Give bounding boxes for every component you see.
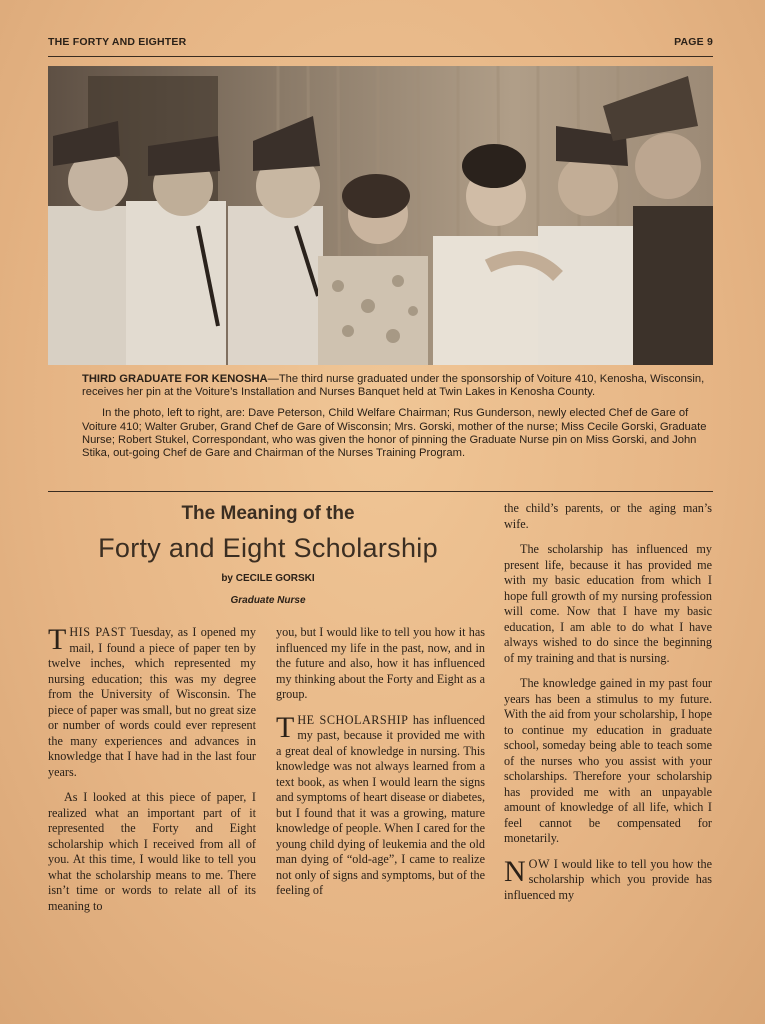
headline-main: Forty and Eight Scholarship xyxy=(98,533,438,563)
paragraph xyxy=(48,625,256,780)
article-column-3 xyxy=(504,501,712,913)
page-header xyxy=(48,36,713,48)
caption-lead xyxy=(82,373,710,399)
article-column-1 xyxy=(48,625,256,924)
article-column-2 xyxy=(276,625,485,909)
paragraph-text: Tuesday, as I opened my mail, I found a piece of paper ten by twelve inches, which represented my nursing education; this was my degree from the University of Wisconsin. The piece of paper was small, but no great size or number of words could ever represent the many experiences and advances in knowledge that I have had in the last four years. xyxy=(48,625,256,779)
paragraph: As I looked at this piece of paper, I realized what an important part of it represented the Forty and Eight scholarship which I received from all of you. At this time, I would like to tell you what the scholarship means to me. There isn’t time or words to relate all of its meaning to xyxy=(48,790,256,913)
paragraph: the child’s parents, or the aging man’s wife. xyxy=(504,501,712,531)
byline: by CECILE GORSKI xyxy=(221,573,315,584)
caption-title: THIRD GRADUATE FOR KENOSHA xyxy=(82,373,268,385)
paragraph-text: I would like to tell you how the scholarship which you provide has influenced my xyxy=(504,856,712,902)
drop-cap: T xyxy=(276,710,295,744)
lead-caps: HIS PAST xyxy=(69,625,127,639)
paragraph xyxy=(504,854,712,904)
page-number: PAGE 9 xyxy=(674,36,713,48)
caption-text-2: In the photo, left to right, are: Dave Peterson, Child Welfare Chairman; Rus Gunderson, newly elected Chef de Gare of Voiture 410; Walter Gruber, Grand Chef de Gare of Wisconsin; Mrs. Gorski, mother of the nurse; Miss Cecile Gorski, Graduate Nurse; Robert Stukel, Correspondant, who was given the honor of pinning the Graduate Nurse pin on Miss Gorski, and John Stika, out-going Chef de Gare and Chairman of the Nurses Training Program. xyxy=(82,407,707,460)
drop-cap: N xyxy=(504,854,526,888)
photo-caption xyxy=(82,373,710,468)
paragraph: you, but I would like to tell you how it has influenced my life in the past, now, and in the future and also, how it has influenced my thinking about the Forty and Eight as a group. xyxy=(276,625,485,701)
header-rule xyxy=(48,56,713,57)
headline-small: The Meaning of the xyxy=(181,503,355,524)
publication-title: THE FORTY AND EIGHTER xyxy=(48,36,187,48)
caption-text-1: —The third nurse graduated under the sponsorship of Voiture 410, Kenosha, Wisconsin, receives her pin at the Voiture’s Installation and Nurses Banquet held at Twin Lakes in Kenosha County. xyxy=(82,373,705,399)
caption-rule xyxy=(48,491,713,492)
drop-cap: T xyxy=(48,623,67,656)
lead-caps: HE SCHOLARSHIP xyxy=(297,712,409,727)
paragraph-text: has influenced my past, because it provided me with a great deal of knowledge in nursing. This knowledge was not always learned from a text book, as when I would learn the signs and symptoms of heart disease or diabetes, but I found that it was a growing, mature knowledge of people. When I cared for the young child dying of leukemia and the old man dying of “old-age”, I came to realize not only of signs and symptoms, but of the feeling of xyxy=(276,712,485,897)
lead-caps: OW xyxy=(528,856,550,871)
group-photo xyxy=(48,66,713,365)
paragraph xyxy=(276,710,485,899)
paragraph: The scholarship has influenced my present life, because it has provided me with my basic education from which I hope full growth of my nursing profession will come. Now that I have my basic education, I am able to do what I have always wished to do since the beginning of my training and that is nursing. xyxy=(504,542,712,665)
author-role: Graduate Nurse xyxy=(230,595,306,606)
paragraph: The knowledge gained in my past four years has been a stimulus to my future. With the aid from your scholarship, I hope to continue my education in graduate school, someday being able to teach some of the nurses who you assist with your scholarships. Therefore your scholarship has provided me with an unpayable amount of knowledge of all life, which I feel cannot be compensated for monetarily. xyxy=(504,676,712,845)
